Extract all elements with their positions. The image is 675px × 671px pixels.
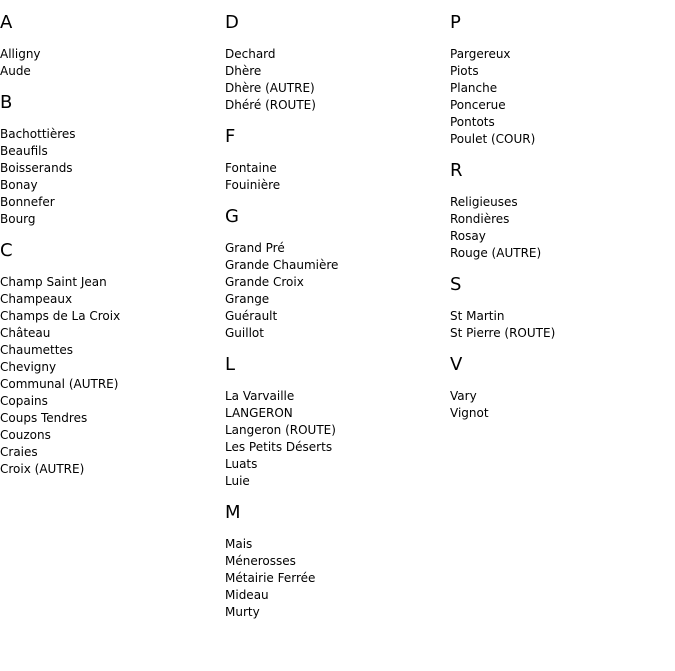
street-list (450, 388, 670, 422)
street-link[interactable]: Dhéré (ROUTE) (225, 98, 316, 112)
street-index-column-3 (450, 0, 670, 434)
street-link[interactable]: Guérault (225, 309, 278, 323)
letter-heading: P (450, 12, 461, 33)
street-link[interactable]: Grande Croix (225, 275, 304, 289)
street-link[interactable]: Champs de La Croix (0, 309, 121, 323)
street-link[interactable]: Ménerosses (225, 554, 296, 568)
street-link[interactable]: Rondières (450, 212, 510, 226)
street-link[interactable]: Beaufils (0, 144, 48, 158)
street-link[interactable]: Bonay (0, 178, 38, 192)
street-link[interactable]: Chaumettes (0, 343, 74, 357)
street-link[interactable]: Langeron (ROUTE) (225, 423, 336, 437)
street-list (0, 46, 220, 80)
street-link[interactable]: Boisserands (0, 161, 73, 175)
letter-group (0, 12, 220, 80)
street-link[interactable]: Fontaine (225, 161, 277, 175)
street-link[interactable]: Rouge (AUTRE) (450, 246, 542, 260)
letter-heading: C (0, 240, 13, 261)
street-index-column-2 (225, 0, 445, 633)
letter-group (450, 160, 670, 262)
street-link[interactable]: Champ Saint Jean (0, 275, 107, 289)
street-link[interactable]: Rosay (450, 229, 486, 243)
street-link[interactable]: Croix (AUTRE) (0, 462, 85, 476)
street-link[interactable]: Murty (225, 605, 260, 619)
letter-group (225, 126, 445, 194)
street-index-column-1 (0, 0, 220, 490)
street-link[interactable]: Communal (AUTRE) (0, 377, 119, 391)
letter-group (450, 274, 670, 342)
street-link[interactable]: Aude (0, 64, 31, 78)
street-link[interactable]: Dhère (AUTRE) (225, 81, 315, 95)
street-link[interactable]: Bourg (0, 212, 36, 226)
street-link[interactable]: Château (0, 326, 51, 340)
letter-heading: R (450, 160, 463, 181)
street-link[interactable]: Luie (225, 474, 250, 488)
letter-heading: S (450, 274, 462, 295)
street-link[interactable]: LANGERON (225, 406, 293, 420)
street-link[interactable]: Pontots (450, 115, 495, 129)
letter-group (0, 92, 220, 228)
street-link[interactable]: Grand Pré (225, 241, 285, 255)
letter-heading: V (450, 354, 463, 375)
letter-group (225, 12, 445, 114)
street-link[interactable]: Grande Chaumière (225, 258, 339, 272)
street-link[interactable]: Poncerue (450, 98, 506, 112)
letter-heading: G (225, 206, 239, 227)
street-link[interactable]: Les Petits Déserts (225, 440, 333, 454)
street-link[interactable]: Guillot (225, 326, 264, 340)
street-list (225, 160, 445, 194)
letter-group (450, 354, 670, 422)
street-link[interactable]: Piots (450, 64, 479, 78)
street-link[interactable]: Luats (225, 457, 258, 471)
street-link[interactable]: Poulet (COUR) (450, 132, 536, 146)
letter-heading: D (225, 12, 239, 33)
street-link[interactable]: La Varvaille (225, 389, 295, 403)
street-link[interactable]: Religieuses (450, 195, 518, 209)
letter-group (225, 502, 445, 621)
street-list (450, 46, 670, 148)
letter-heading: M (225, 502, 241, 523)
street-link[interactable]: Dhère (225, 64, 262, 78)
street-list (225, 388, 445, 490)
street-link[interactable]: Vary (450, 389, 477, 403)
street-link[interactable]: St Pierre (ROUTE) (450, 326, 556, 340)
letter-group (0, 240, 220, 478)
street-link[interactable]: Craies (0, 445, 38, 459)
street-link[interactable]: Métairie Ferrée (225, 571, 316, 585)
street-link[interactable]: Planche (450, 81, 498, 95)
street-link[interactable]: Bonnefer (0, 195, 55, 209)
street-link[interactable]: Grange (225, 292, 270, 306)
street-link[interactable]: Vignot (450, 406, 489, 420)
letter-group (450, 12, 670, 148)
street-list (450, 308, 670, 342)
street-list (0, 126, 220, 228)
street-list (225, 536, 445, 621)
letter-heading: B (0, 92, 13, 113)
street-link[interactable]: Dechard (225, 47, 276, 61)
street-link[interactable]: Champeaux (0, 292, 73, 306)
street-list (225, 240, 445, 342)
street-link[interactable]: Coups Tendres (0, 411, 88, 425)
letter-group (225, 354, 445, 490)
street-link[interactable]: Alligny (0, 47, 41, 61)
street-link[interactable]: St Martin (450, 309, 505, 323)
street-link[interactable]: Bachottières (0, 127, 76, 141)
street-link[interactable]: Pargereux (450, 47, 511, 61)
letter-heading: F (225, 126, 236, 147)
street-list (450, 194, 670, 262)
street-link[interactable]: Mideau (225, 588, 269, 602)
street-link[interactable]: Chevigny (0, 360, 57, 374)
letter-heading: L (225, 354, 236, 375)
street-link[interactable]: Fouinière (225, 178, 281, 192)
street-link[interactable]: Mais (225, 537, 253, 551)
street-list (0, 274, 220, 478)
letter-group (225, 206, 445, 342)
street-link[interactable]: Copains (0, 394, 48, 408)
letter-heading: A (0, 12, 13, 33)
street-link[interactable]: Couzons (0, 428, 51, 442)
street-list (225, 46, 445, 114)
